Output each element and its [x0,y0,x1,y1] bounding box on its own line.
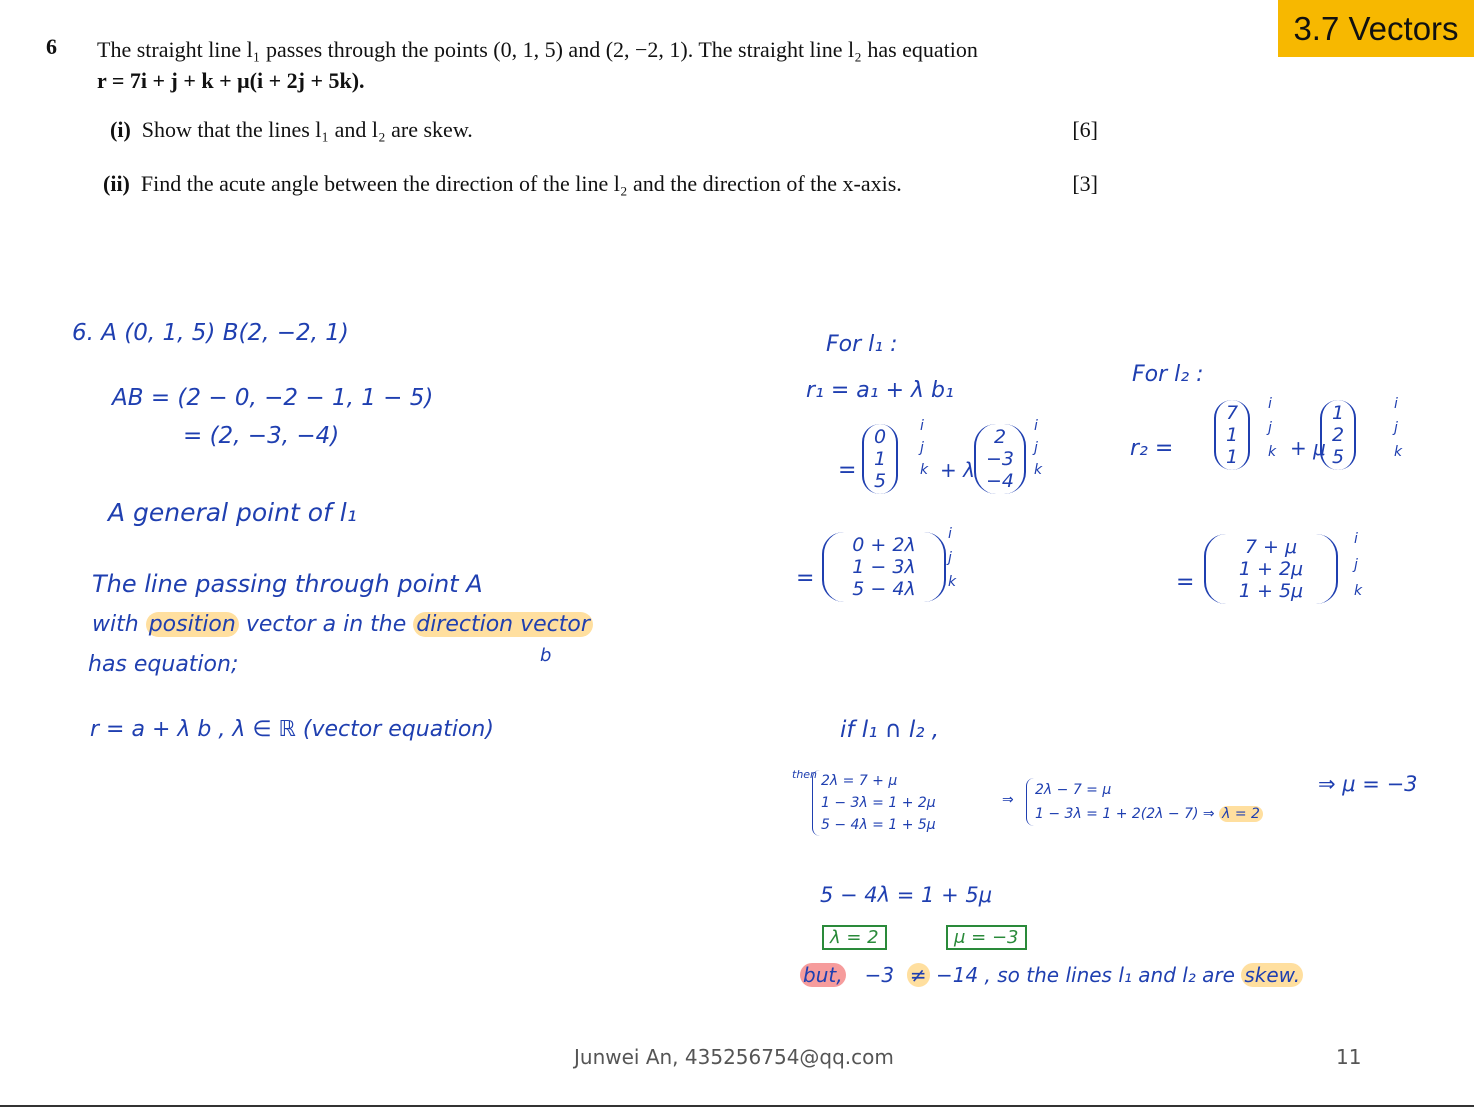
cell: k [948,574,957,590]
cell: 1 [874,448,887,470]
hw-ijk-5 [1394,392,1402,464]
hw-ijk-4 [1268,392,1276,464]
cell: 7 [1226,402,1239,424]
cell: 1 − 3λ [852,556,916,578]
cell: k [1268,444,1277,460]
cell: 1 + 5μ [1238,580,1304,602]
hw-l1-matrix-direction [974,424,1026,494]
hw-lambda-result: λ = 2 [1219,806,1263,822]
hw-not-equal-highlight: ≠ [907,963,930,987]
hw-implies-1: ⇒ [1002,792,1014,808]
cell: 7 + μ [1244,536,1298,558]
part-2-label: (ii) [103,171,130,196]
part-2-marks: [3] [1072,171,1098,196]
cell: i [948,526,952,542]
hw-box-lambda [822,927,887,948]
cell: λ = 2 [822,925,887,950]
hw-l1-equation: r₁ = a₁ + λ b₁ [806,378,954,403]
cell: i [1394,396,1398,412]
hw-ab-2: = (2, −3, −4) [183,423,340,449]
hw-ijk-2 [1034,415,1042,481]
hw-l2-matrix-point [1214,400,1250,470]
hw-plus-lambda: + λ [940,458,975,482]
cell: −3 [986,448,1015,470]
part-2-text: Find the acute angle between the direction of the line l₂ and the direction of the x-axis. [140,171,902,196]
part-1 [110,117,473,143]
part-1-marks: [6] [1072,117,1098,142]
hw-l1-general-point [822,532,946,602]
question-number: 6 [46,34,57,59]
cell: j [948,550,952,566]
hw-then: then [792,768,818,781]
cell: 5 [1332,446,1345,468]
hw-if-intersect: if l₁ ∩ l₂ , [840,717,940,743]
cell: i [920,418,924,434]
hw-l2-matrix-direction [1320,400,1356,470]
hw-for-l2: For l₂ : [1132,362,1204,387]
cell: k [920,462,929,478]
cell: 1 [1332,402,1345,424]
part-1-text: Show that the lines l₁ and l₂ are skew. [141,117,473,142]
cell: −14 , so the lines l₁ and l₂ are [935,963,1235,987]
hw-desc-2-with: with [92,612,139,637]
hw-points: 6. A (0, 1, 5) B(2, −2, 1) [72,320,349,346]
hw-equals-1: = [838,458,857,483]
cell: 1 − 3λ = 1 + 2μ [821,795,936,811]
cell: k [1354,583,1363,599]
hw-equals-3: = [1176,570,1195,595]
hw-desc-1: The line passing through point A [92,570,483,598]
cell: μ = −3 [946,925,1027,950]
hw-general-point: A general point of l₁ [108,498,357,527]
hw-mu-result: ⇒ μ = −3 [1318,772,1418,796]
cell: 1 [1226,424,1239,446]
cell: 5 [874,470,887,492]
cell: 5 − 4λ = 1 + 5μ [821,817,936,833]
hw-b-vector: b [540,645,552,666]
hw-skew-highlight: skew. [1241,963,1303,987]
cell: 1 [1226,446,1239,468]
question-line-1: The straight line l₁ passes through the points (0, 1, 5) and (2, −2, 1). The straight line l₂ has equation [97,37,978,62]
cell: 0 [874,426,887,448]
cell: 2λ − 7 = μ [1035,782,1112,798]
hw-system-2 [1026,778,1263,826]
topic-badge: 3.7 Vectors [1278,0,1474,57]
hw-vector-equation: r = a + λ b , λ ∈ ℝ (vector equation) [90,717,494,742]
cell: 5 − 4λ [852,578,916,600]
hw-system-1 [812,770,936,836]
cell: j [1268,420,1272,436]
cell: j [920,440,924,456]
hw-check-equation: 5 − 4λ = 1 + 5μ [820,883,993,907]
cell: 1 + 2μ [1238,558,1304,580]
hw-plus-mu: + μ [1290,436,1326,460]
hw-ijk-1 [920,415,928,481]
part-2 [103,171,902,197]
cell: j [1394,420,1398,436]
cell: −3 [864,963,895,987]
hw-box-mu [946,927,1027,948]
hw-system-2-line2 [1035,802,1263,826]
question-line-2: r = 7i + j + k + μ(i + 2j + 5k). [97,68,365,93]
cell: k [1394,444,1403,460]
hw-position-highlight: position [146,612,239,637]
footer-author: Junwei An, 435256754@qq.com [574,1045,894,1069]
cell: −4 [986,470,1015,492]
cell: 2 [993,426,1007,448]
hw-desc-2 [92,612,593,637]
part-1-label: (i) [110,117,131,142]
hw-l2-general-point [1204,534,1338,604]
hw-desc-3: has equation; [88,652,239,677]
hw-r2: r₂ = [1130,436,1174,461]
hw-but-highlight: but, [800,963,846,987]
footer-page-number: 11 [1336,1045,1362,1069]
hw-l1-matrix-point [862,424,898,494]
hw-ijk-6 [1354,526,1362,604]
cell: i [1268,396,1272,412]
cell: j [1034,440,1038,456]
cell: 2λ = 7 + μ [821,773,898,789]
hw-ab-1: AB = (2 − 0, −2 − 1, 1 − 5) [112,385,434,411]
cell: 1 − 3λ = 1 + 2(2λ − 7) ⇒ [1035,806,1215,822]
cell: 0 + 2λ [852,534,916,556]
hw-conclusion [800,963,1303,987]
hw-equals-2: = [796,566,815,591]
hw-for-l1: For l₁ : [826,332,898,357]
hw-desc-2-mid: vector a in the [245,612,407,637]
hw-direction-highlight: direction vector [413,612,593,637]
bottom-divider [0,1105,1474,1107]
hw-ijk-3 [948,522,956,594]
question-text [97,34,1107,96]
cell: i [1034,418,1038,434]
cell: 2 [1332,424,1345,446]
cell: i [1354,531,1358,547]
cell: j [1354,557,1358,573]
cell: k [1034,462,1043,478]
